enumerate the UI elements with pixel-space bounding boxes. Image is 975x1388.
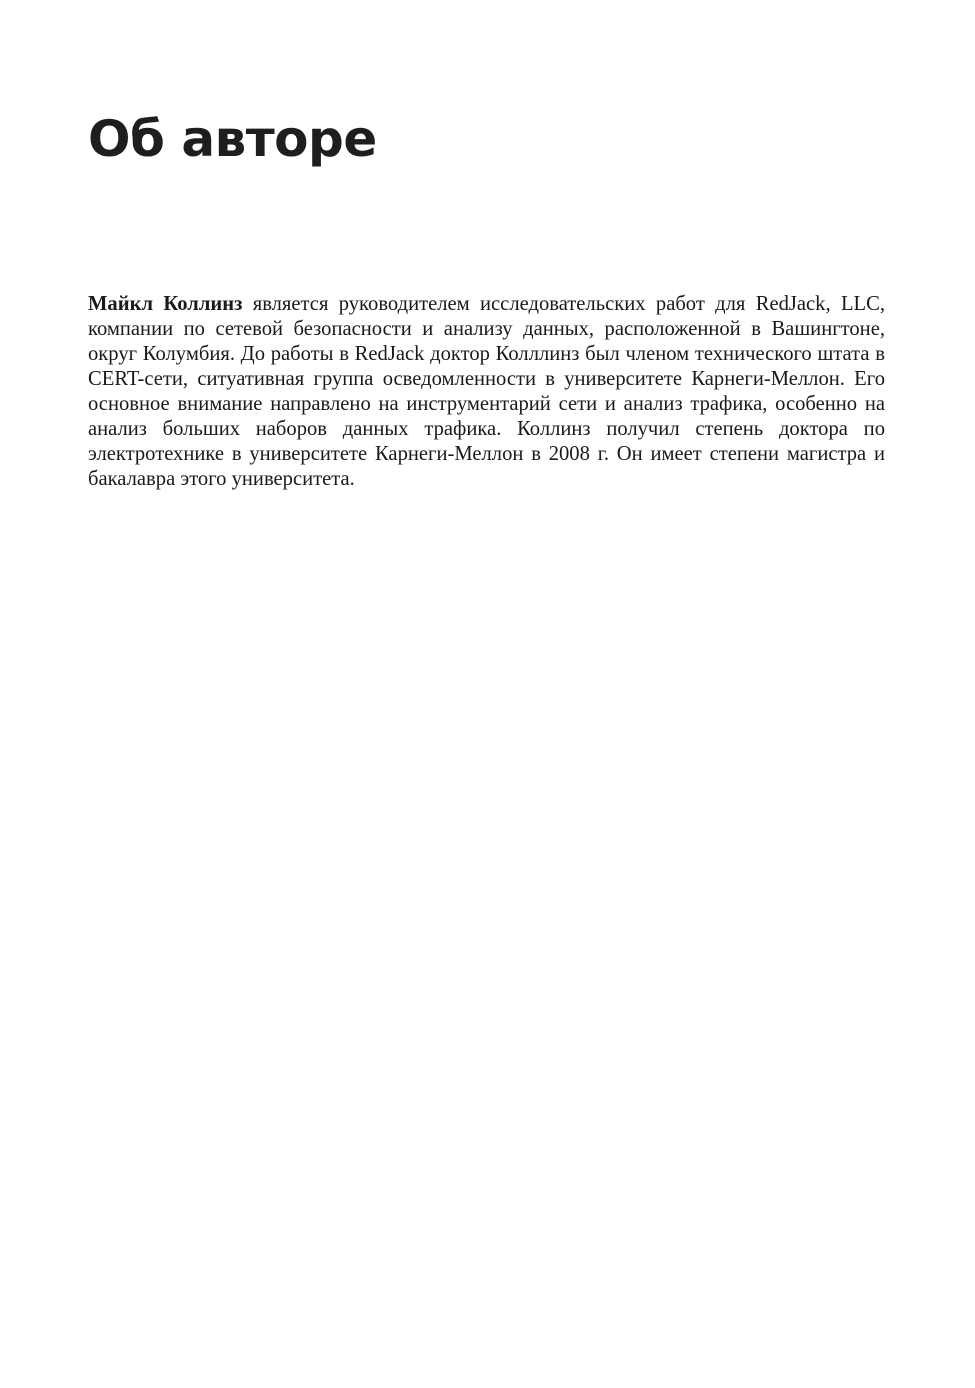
author-name: Майкл Коллинз [88, 293, 243, 315]
author-bio-text: является руководителем исследовательских работ для RedJack, LLC, компании по сетевой безопасности и анализу данных, расположенной в Вашингтоне, округ Колумбия. До работы в RedJack доктор Колллинз был членом технического штата в CERT-сети, ситуативная группа осведомленности в университете Карнеги-Меллон. Его основное внимание направлено на инструментарий сети и анализ трафика, особенно на анализ больших наборов данных трафика. Коллинз получил степень доктора по электротехнике в университете Карнеги-Меллон в 2008 г. Он имеет степени магистра и бакалавра этого университета. [88, 293, 885, 490]
author-bio-paragraph [88, 292, 885, 492]
chapter-title: Об авторе [88, 110, 377, 168]
